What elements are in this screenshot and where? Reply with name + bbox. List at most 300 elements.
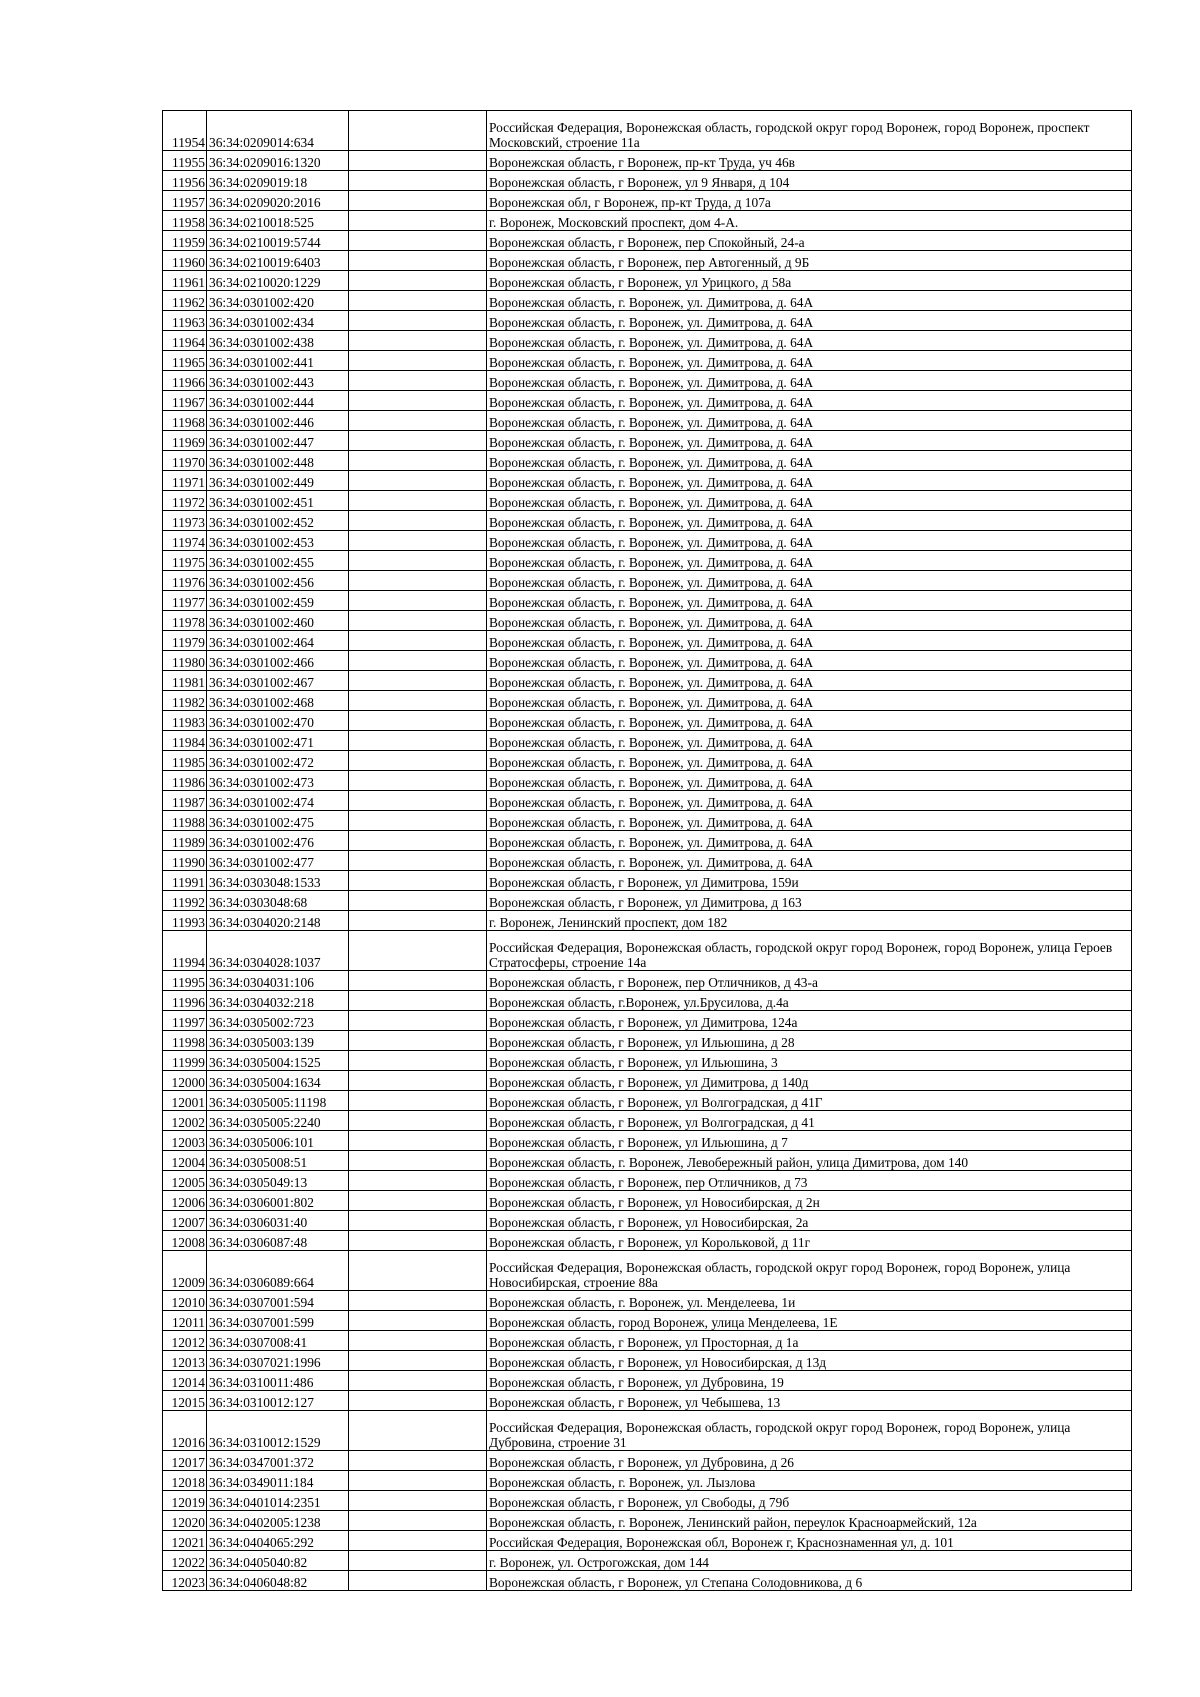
address: г. Воронеж, ул. Острогожская, дом 144 [487,1551,1132,1571]
cadastral-number: 36:34:0301002:476 [207,831,349,851]
row-number: 12022 [163,1551,207,1571]
address: Воронежская область, г. Воронеж, ул. Димитрова, д. 64А [487,731,1132,751]
table-row [163,1511,1132,1531]
table-row [163,651,1132,671]
empty-cell [349,691,487,711]
address: Воронежская область, г Воронеж, ул Дубровина, 19 [487,1371,1132,1391]
row-number: 11990 [163,851,207,871]
table-row [163,531,1132,551]
empty-cell [349,191,487,211]
row-number: 11974 [163,531,207,551]
address: Воронежская область, г Воронеж, ул Димитрова, 124а [487,1011,1132,1031]
empty-cell [349,971,487,991]
table-row [163,611,1132,631]
row-number: 11984 [163,731,207,751]
table-row [163,811,1132,831]
row-number: 12013 [163,1351,207,1371]
table-row [163,1471,1132,1491]
table-row [163,271,1132,291]
empty-cell [349,1231,487,1251]
row-number: 11979 [163,631,207,651]
address: Воронежская область, г Воронеж, ул Димитрова, д 163 [487,891,1132,911]
row-number: 12015 [163,1391,207,1411]
address: Воронежская область, г. Воронеж, ул. Димитрова, д. 64А [487,511,1132,531]
cadastral-number: 36:34:0301002:453 [207,531,349,551]
address: Воронежская область, г. Воронеж, ул. Димитрова, д. 64А [487,631,1132,651]
table-row [163,1411,1132,1451]
cadastral-number: 36:34:0301002:438 [207,331,349,351]
row-number: 12002 [163,1111,207,1131]
empty-cell [349,1251,487,1291]
table-row [163,411,1132,431]
table-row [163,571,1132,591]
cadastral-number: 36:34:0301002:466 [207,651,349,671]
cadastral-number: 36:34:0210018:525 [207,211,349,231]
row-number: 12008 [163,1231,207,1251]
address: Воронежская область, г. Воронеж, ул. Димитрова, д. 64А [487,831,1132,851]
cadastral-number: 36:34:0307008:41 [207,1331,349,1351]
address: Воронежская область, г. Воронеж, ул. Димитрова, д. 64А [487,491,1132,511]
empty-cell [349,551,487,571]
row-number: 11981 [163,671,207,691]
cadastral-number: 36:34:0301002:420 [207,291,349,311]
row-number: 11997 [163,1011,207,1031]
empty-cell [349,291,487,311]
empty-cell [349,711,487,731]
table-row [163,1371,1132,1391]
address: Воронежская область, г Воронеж, ул Димитрова, д 140д [487,1071,1132,1091]
empty-cell [349,111,487,151]
cadastral-number: 36:34:0301002:449 [207,471,349,491]
address: Российская Федерация, Воронежская область, городской округ город Воронеж, город Воронеж, улица Новосибирская, строение 88а [487,1251,1132,1291]
cadastral-number: 36:34:0401014:2351 [207,1491,349,1511]
address: Воронежская область, г Воронеж, ул Новосибирская, д 13д [487,1351,1132,1371]
table-row [163,851,1132,871]
cadastral-number: 36:34:0305049:13 [207,1171,349,1191]
row-number: 11972 [163,491,207,511]
cadastral-number: 36:34:0404065:292 [207,1531,349,1551]
table-row [163,1551,1132,1571]
row-number: 12017 [163,1451,207,1471]
row-number: 12018 [163,1471,207,1491]
table-row [163,751,1132,771]
cadastral-number: 36:34:0310012:127 [207,1391,349,1411]
cadastral-number: 36:34:0209019:18 [207,171,349,191]
empty-cell [349,851,487,871]
empty-cell [349,771,487,791]
address: Воронежская область, г. Воронеж, ул. Димитрова, д. 64А [487,571,1132,591]
table-row [163,511,1132,531]
table-row [163,231,1132,251]
row-number: 11991 [163,871,207,891]
cadastral-number: 36:34:0405040:82 [207,1551,349,1571]
empty-cell [349,491,487,511]
empty-cell [349,1511,487,1531]
row-number: 11995 [163,971,207,991]
table-row [163,311,1132,331]
empty-cell [349,391,487,411]
address: Воронежская область, г. Воронеж, ул. Димитрова, д. 64А [487,431,1132,451]
cadastral-number: 36:34:0301002:467 [207,671,349,691]
address: Воронежская область, г. Воронеж, ул. Димитрова, д. 64А [487,651,1132,671]
empty-cell [349,1411,487,1451]
cadastral-number: 36:34:0304032:218 [207,991,349,1011]
table-row [163,771,1132,791]
table-row [163,971,1132,991]
cadastral-number: 36:34:0210019:6403 [207,251,349,271]
row-number: 11982 [163,691,207,711]
cadastral-number: 36:34:0301002:443 [207,371,349,391]
cadastral-number: 36:34:0307001:594 [207,1291,349,1311]
cadastral-number: 36:34:0210019:5744 [207,231,349,251]
cadastral-number: 36:34:0210020:1229 [207,271,349,291]
address: Воронежская область, г Воронеж, ул Урицкого, д 58а [487,271,1132,291]
address: Воронежская область, г Воронеж, пер Отличников, д 73 [487,1171,1132,1191]
table-row [163,1351,1132,1371]
row-number: 11955 [163,151,207,171]
empty-cell [349,271,487,291]
address: Воронежская область, г. Воронеж, ул. Димитрова, д. 64А [487,311,1132,331]
empty-cell [349,811,487,831]
cadastral-number: 36:34:0301002:473 [207,771,349,791]
cadastral-number: 36:34:0301002:446 [207,411,349,431]
row-number: 12016 [163,1411,207,1451]
address: Воронежская область, г Воронеж, ул Новосибирская, 2а [487,1211,1132,1231]
table-row [163,471,1132,491]
cadastral-number: 36:34:0301002:434 [207,311,349,331]
row-number: 12006 [163,1191,207,1211]
table-row [163,111,1132,151]
empty-cell [349,871,487,891]
cadastral-number: 36:34:0301002:448 [207,451,349,471]
table-row [163,391,1132,411]
empty-cell [349,931,487,971]
address: Воронежская область, г Воронеж, пер Спокойный, 24-а [487,231,1132,251]
empty-cell [349,1211,487,1231]
table-row [163,1251,1132,1291]
table-row [163,191,1132,211]
cadastral-number: 36:34:0301002:452 [207,511,349,531]
row-number: 11967 [163,391,207,411]
row-number: 11968 [163,411,207,431]
empty-cell [349,1571,487,1591]
cadastral-number: 36:34:0301002:456 [207,571,349,591]
table-row [163,211,1132,231]
address: Воронежская область, г. Воронеж, ул. Димитрова, д. 64А [487,671,1132,691]
address: Воронежская область, г Воронеж, пер Отличников, д 43-а [487,971,1132,991]
table-row [163,1151,1132,1171]
table-row [163,1491,1132,1511]
row-number: 12007 [163,1211,207,1231]
row-number: 12012 [163,1331,207,1351]
address: Воронежская область, г. Воронеж, ул. Димитрова, д. 64А [487,851,1132,871]
empty-cell [349,1291,487,1311]
cadastral-number: 36:34:0305005:2240 [207,1111,349,1131]
address: г. Воронеж, Ленинский проспект, дом 182 [487,911,1132,931]
empty-cell [349,531,487,551]
address: Воронежская область, г Воронеж, ул Свободы, д 79б [487,1491,1132,1511]
cadastral-number: 36:34:0301002:460 [207,611,349,631]
cadastral-number: 36:34:0301002:468 [207,691,349,711]
row-number: 11957 [163,191,207,211]
empty-cell [349,451,487,471]
address: Воронежская область, г. Воронеж, ул. Димитрова, д. 64А [487,751,1132,771]
table-row [163,491,1132,511]
row-number: 11961 [163,271,207,291]
cadastral-number: 36:34:0347001:372 [207,1451,349,1471]
table-row [163,1531,1132,1551]
row-number: 11954 [163,111,207,151]
empty-cell [349,731,487,751]
empty-cell [349,831,487,851]
address: Воронежская область, г. Воронеж, ул. Димитрова, д. 64А [487,371,1132,391]
empty-cell [349,1351,487,1371]
table-row [163,1331,1132,1351]
table-row [163,831,1132,851]
cadastral-number: 36:34:0306089:664 [207,1251,349,1291]
row-number: 12000 [163,1071,207,1091]
address: Воронежская область, г. Воронеж, ул. Димитрова, д. 64А [487,551,1132,571]
table-row [163,1211,1132,1231]
empty-cell [349,1071,487,1091]
table-row [163,1031,1132,1051]
row-number: 11978 [163,611,207,631]
row-number: 11994 [163,931,207,971]
cadastral-number: 36:34:0310012:1529 [207,1411,349,1451]
cadastral-number: 36:34:0305002:723 [207,1011,349,1031]
empty-cell [349,911,487,931]
empty-cell [349,1491,487,1511]
table-row [163,1451,1132,1471]
cadastral-number: 36:34:0301002:455 [207,551,349,571]
address: Воронежская область, г. Воронеж, Левобережный район, улица Димитрова, дом 140 [487,1151,1132,1171]
row-number: 12009 [163,1251,207,1291]
row-number: 11971 [163,471,207,491]
row-number: 12010 [163,1291,207,1311]
address: Воронежская область, г Воронеж, ул Волгоградская, д 41Г [487,1091,1132,1111]
empty-cell [349,651,487,671]
address: Воронежская область, г.Воронеж, ул.Брусилова, д.4а [487,991,1132,1011]
table-row [163,871,1132,891]
address: Воронежская область, г. Воронеж, ул. Димитрова, д. 64А [487,771,1132,791]
cadastral-number: 36:34:0301002:475 [207,811,349,831]
row-number: 11976 [163,571,207,591]
address: Воронежская область, г Воронеж, ул Новосибирская, д 2н [487,1191,1132,1211]
empty-cell [349,211,487,231]
table-row [163,1131,1132,1151]
empty-cell [349,791,487,811]
table-row [163,1111,1132,1131]
cadastral-number: 36:34:0310011:486 [207,1371,349,1391]
address: Воронежская область, г Воронеж, ул Димитрова, 159и [487,871,1132,891]
table-row [163,1171,1132,1191]
empty-cell [349,591,487,611]
empty-cell [349,1111,487,1131]
table-row [163,1291,1132,1311]
table-row [163,931,1132,971]
cadastral-number: 36:34:0305008:51 [207,1151,349,1171]
empty-cell [349,431,487,451]
row-number: 11989 [163,831,207,851]
table-row [163,991,1132,1011]
empty-cell [349,251,487,271]
table-row [163,171,1132,191]
cadastral-number: 36:34:0301002:477 [207,851,349,871]
table-row [163,551,1132,571]
address: Российская Федерация, Воронежская обл, Воронеж г, Краснознаменная ул, д. 101 [487,1531,1132,1551]
row-number: 11960 [163,251,207,271]
table-row [163,711,1132,731]
table-row [163,371,1132,391]
cadastral-number: 36:34:0209014:634 [207,111,349,151]
table-row [163,671,1132,691]
empty-cell [349,171,487,191]
table-row [163,451,1132,471]
empty-cell [349,151,487,171]
table-row [163,431,1132,451]
empty-cell [349,311,487,331]
row-number: 11965 [163,351,207,371]
cadastral-number: 36:34:0301002:472 [207,751,349,771]
cadastral-number: 36:34:0301002:441 [207,351,349,371]
empty-cell [349,891,487,911]
registry-table [162,110,1132,1591]
row-number: 11988 [163,811,207,831]
table-row [163,1571,1132,1591]
address: Воронежская область, г Воронеж, пр-кт Труда, уч 46в [487,151,1132,171]
cadastral-number: 36:34:0301002:474 [207,791,349,811]
row-number: 11963 [163,311,207,331]
cadastral-number: 36:34:0305004:1525 [207,1051,349,1071]
row-number: 11987 [163,791,207,811]
empty-cell [349,611,487,631]
row-number: 11975 [163,551,207,571]
table-row [163,1051,1132,1071]
empty-cell [349,1011,487,1031]
address: Воронежская область, город Воронеж, улица Менделеева, 1Е [487,1311,1132,1331]
address: Российская Федерация, Воронежская область, городской округ город Воронеж, город Воронеж, улица Героев Стратосферы, строение 14а [487,931,1132,971]
row-number: 12001 [163,1091,207,1111]
row-number: 12019 [163,1491,207,1511]
empty-cell [349,1371,487,1391]
cadastral-number: 36:34:0209016:1320 [207,151,349,171]
row-number: 11977 [163,591,207,611]
cadastral-number: 36:34:0307001:599 [207,1311,349,1331]
empty-cell [349,1151,487,1171]
cadastral-number: 36:34:0402005:1238 [207,1511,349,1531]
address: Воронежская область, г. Воронеж, ул. Лызлова [487,1471,1132,1491]
table-row [163,291,1132,311]
address: г. Воронеж, Московский проспект, дом 4-А. [487,211,1132,231]
row-number: 12011 [163,1311,207,1331]
empty-cell [349,571,487,591]
address: Воронежская область, г. Воронеж, ул. Димитрова, д. 64А [487,471,1132,491]
cadastral-number: 36:34:0306087:48 [207,1231,349,1251]
row-number: 12003 [163,1131,207,1151]
empty-cell [349,351,487,371]
row-number: 11999 [163,1051,207,1071]
empty-cell [349,1191,487,1211]
row-number: 11973 [163,511,207,531]
empty-cell [349,331,487,351]
table-row [163,591,1132,611]
address: Воронежская область, г. Воронеж, ул. Димитрова, д. 64А [487,711,1132,731]
cadastral-number: 36:34:0406048:82 [207,1571,349,1591]
empty-cell [349,1331,487,1351]
cadastral-number: 36:34:0306031:40 [207,1211,349,1231]
row-number: 11996 [163,991,207,1011]
address: Воронежская область, г Воронеж, ул Волгоградская, д 41 [487,1111,1132,1131]
address: Воронежская область, г. Воронеж, ул. Димитрова, д. 64А [487,351,1132,371]
row-number: 12014 [163,1371,207,1391]
table-row [163,791,1132,811]
row-number: 11986 [163,771,207,791]
address: Воронежская область, г Воронеж, ул Чебышева, 13 [487,1391,1132,1411]
row-number: 11962 [163,291,207,311]
empty-cell [349,411,487,431]
empty-cell [349,1471,487,1491]
address: Российская Федерация, Воронежская область, городской округ город Воронеж, город Воронеж, проспект Московский, строение 11а [487,111,1132,151]
address: Воронежская область, г Воронеж, ул Ильюшина, д 7 [487,1131,1132,1151]
address: Воронежская область, г Воронеж, пер Автогенный, д 9Б [487,251,1132,271]
row-number: 11969 [163,431,207,451]
row-number: 12021 [163,1531,207,1551]
address: Воронежская область, г. Воронеж, ул. Димитрова, д. 64А [487,791,1132,811]
empty-cell [349,671,487,691]
address: Воронежская область, г. Воронеж, ул. Димитрова, д. 64А [487,391,1132,411]
cadastral-number: 36:34:0301002:447 [207,431,349,451]
cadastral-number: 36:34:0303048:1533 [207,871,349,891]
table-row [163,1311,1132,1331]
address: Воронежская область, г. Воронеж, ул. Димитрова, д. 64А [487,331,1132,351]
address: Воронежская область, г. Воронеж, ул. Димитрова, д. 64А [487,411,1132,431]
address: Воронежская обл, г Воронеж, пр-кт Труда, д 107а [487,191,1132,211]
table-row [163,251,1132,271]
cadastral-number: 36:34:0307021:1996 [207,1351,349,1371]
empty-cell [349,991,487,1011]
table-row [163,351,1132,371]
address: Воронежская область, г Воронеж, ул Корольковой, д 11г [487,1231,1132,1251]
cadastral-number: 36:34:0301002:470 [207,711,349,731]
row-number: 12004 [163,1151,207,1171]
address: Российская Федерация, Воронежская область, городской округ город Воронеж, город Воронеж, улица Дубровина, строение 31 [487,1411,1132,1451]
empty-cell [349,511,487,531]
row-number: 11992 [163,891,207,911]
row-number: 12023 [163,1571,207,1591]
row-number: 11980 [163,651,207,671]
address: Воронежская область, г Воронеж, ул Ильюшина, 3 [487,1051,1132,1071]
cadastral-number: 36:34:0209020:2016 [207,191,349,211]
empty-cell [349,371,487,391]
cadastral-number: 36:34:0301002:459 [207,591,349,611]
registry-table-body [163,111,1132,1591]
row-number: 11985 [163,751,207,771]
cadastral-number: 36:34:0301002:444 [207,391,349,411]
empty-cell [349,1551,487,1571]
address: Воронежская область, г Воронеж, ул 9 Января, д 104 [487,171,1132,191]
cadastral-number: 36:34:0301002:471 [207,731,349,751]
row-number: 12005 [163,1171,207,1191]
table-row [163,631,1132,651]
row-number: 12020 [163,1511,207,1531]
cadastral-number: 36:34:0304020:2148 [207,911,349,931]
empty-cell [349,1091,487,1111]
empty-cell [349,1531,487,1551]
row-number: 11964 [163,331,207,351]
cadastral-number: 36:34:0301002:464 [207,631,349,651]
empty-cell [349,751,487,771]
empty-cell [349,1311,487,1331]
